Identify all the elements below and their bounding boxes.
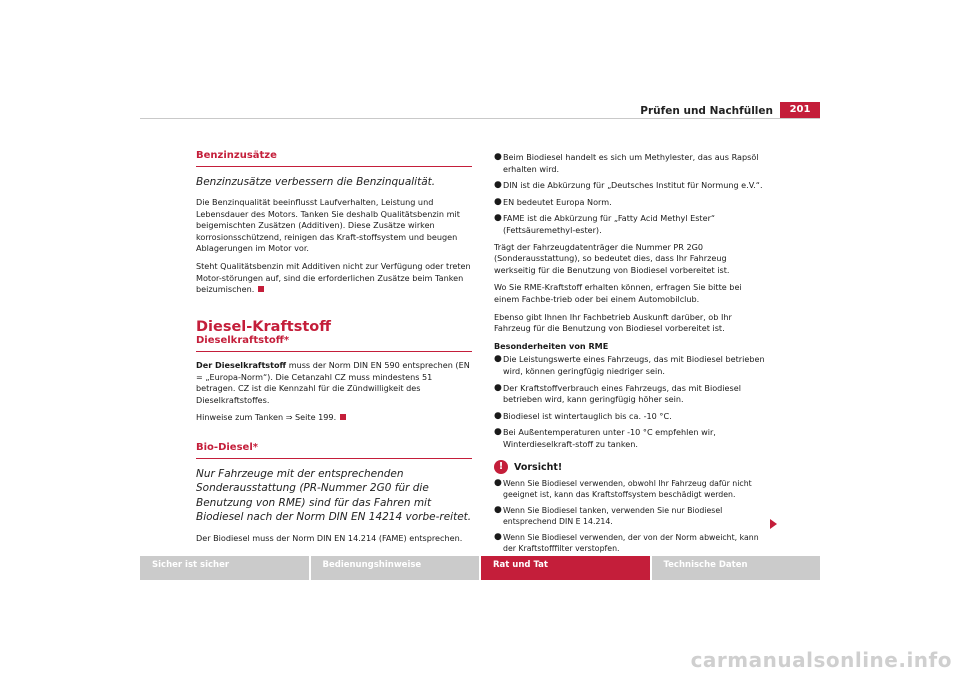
paragraph: Ebenso gibt Ihnen Ihr Fachbetrieb Auskunft darüber, ob Ihr Fahrzeug für die Benutzung von Biodiesel vorbereitet ist. (494, 311, 732, 334)
list-item-text: Beim Biodiesel handelt es sich um Methylester, das aus Rapsöl erhalten wird. (503, 152, 759, 174)
header-rule (140, 118, 820, 119)
bullet-icon: ● (494, 427, 502, 438)
tab-bedienungshinweise[interactable]: Bedienungshinweise (311, 556, 480, 580)
list-item (494, 354, 769, 377)
list-item (494, 152, 769, 175)
paragraph: Trägt der Fahrzeugdatenträger die Nummer PR 2G0 (Sonderausstattung), so bedeutet dies, dass Ihr Fahrzeug werkseitig für die Benutzung von Biodiesel vorbereitet ist. (494, 241, 730, 275)
list-item (494, 411, 769, 423)
paragraph-text: Steht Qualitätsbenzin mit Additiven nicht zur Verfügung oder treten Motor-störungen auf, sind die erforderlichen Zusätze beim Tanken beizumischen. (196, 261, 471, 295)
list-item (494, 505, 769, 527)
intro-bio-diesel: Nur Fahrzeuge mit der entsprechenden Sonderausstattung (PR-Nummer 2G0 für die Benutzung von RME) sind für das Fahren mit Biodiesel nach der Norm DIN EN 14214 vorbe-reitet. (196, 467, 472, 524)
list-item-text: Wenn Sie Biodiesel verwenden, der von der Norm abweicht, kann der Kraftstofffilter verstopfen. (503, 533, 759, 554)
list-item (494, 180, 769, 192)
list-item (494, 478, 769, 500)
bullet-icon: ● (494, 410, 502, 421)
heading-bio-diesel: Bio-Diesel* (196, 442, 472, 459)
end-marker-icon (340, 414, 346, 420)
bullet-icon: ● (494, 213, 502, 224)
bullet-icon: ● (494, 478, 502, 489)
next-page-arrow-icon[interactable] (770, 519, 777, 529)
paragraph: Die Benzinqualität beeinflusst Laufverhalten, Leistung und Lebensdauer des Motors. Tanken Sie deshalb Qualitätsbenzin mit beigemischten Zusätzen (Additiven). Diese Zusätze wirken korrosionsschützend, reinigen das Kraft-stoffsystem und beugen Ablagerungen im Motor vor. (196, 197, 460, 254)
list-item (494, 197, 769, 209)
page-reference-link[interactable]: Hinweise zum Tanken ⇒ Seite 199. (196, 412, 337, 423)
section-title: Prüfen und Nachfüllen (640, 105, 773, 117)
paragraph (196, 360, 472, 406)
watermark-text: carmanualsonline.info (690, 648, 952, 672)
paragraph-text: muss der Norm DIN EN 590 entsprechen (EN = „Europa-Norm“). Die Cetanzahl CZ muss mindestens 51 betragen. CZ ist die Kennzahl für die Zündwilligkeit des Dieselkraftstoffes. (196, 360, 470, 405)
caution-box (494, 460, 769, 554)
page-number: 201 (780, 102, 820, 118)
bullet-icon: ● (494, 382, 502, 393)
chapter-diesel-kraftstoff: Diesel-Kraftstoff (196, 318, 331, 335)
tab-rat-und-tat[interactable]: Rat und Tat (481, 556, 650, 580)
tab-sicher-ist-sicher[interactable]: Sicher ist sicher (140, 556, 309, 580)
list-item (494, 213, 769, 236)
bold-term: Der Dieselkraftstoff (196, 360, 287, 371)
list-item-text: DIN ist die Abkürzung für „Deutsches Institut für Normung e.V.“. (503, 180, 763, 191)
warning-icon: ! (494, 460, 508, 474)
list-item-text: EN bedeutet Europa Norm. (503, 196, 612, 207)
bullet-icon: ● (494, 180, 502, 191)
list-item-text: Bei Außentemperaturen unter -10 °C empfehlen wir, Winterdieselkraft-stoff zu tanken. (503, 427, 716, 449)
bullet-list-top (494, 152, 769, 237)
caution-label: Vorsicht! (514, 461, 563, 473)
list-item (494, 383, 769, 406)
heading-dieselkraftstoff: Dieselkraftstoff* (196, 335, 472, 352)
caution-header (494, 460, 769, 474)
list-item-text: Die Leistungswerte eines Fahrzeugs, das mit Biodiesel betrieben wird, können geringfügig niedriger sein. (503, 354, 765, 376)
bullet-icon: ● (494, 196, 502, 207)
list-item-text: Der Kraftstoffverbrauch eines Fahrzeugs, das mit Biodiesel betrieben wird, kann geringfügig höher sein. (503, 382, 741, 405)
list-item (494, 532, 769, 554)
bullet-icon: ● (494, 152, 502, 162)
right-column (494, 152, 769, 559)
list-item (494, 427, 769, 450)
list-item-text: Wenn Sie Biodiesel verwenden, obwohl Ihr Fahrzeug dafür nicht geeignet ist, kann das Kraftstoffsystem beschädigt werden. (503, 479, 752, 500)
paragraph (196, 412, 472, 424)
left-column (196, 150, 472, 550)
end-marker-icon (258, 286, 264, 292)
list-item-text: FAME ist die Abkürzung für „Fatty Acid Methyl Ester“ (Fettsäuremethyl-ester). (503, 213, 716, 235)
heading-benzinzusaetze: Benzinzusätze (196, 150, 472, 167)
bullet-icon: ● (494, 505, 502, 516)
subheading-rme: Besonderheiten von RME (494, 340, 609, 351)
list-item-text: Biodiesel ist wintertauglich bis ca. -10 °C. (503, 410, 672, 421)
bullet-icon: ● (494, 532, 502, 543)
tab-technische-daten[interactable]: Technische Daten (652, 556, 821, 580)
list-item-text: Wenn Sie Biodiesel tanken, verwenden Sie nur Biodiesel entsprechend DIN E 14.214. (503, 506, 723, 527)
paragraph (196, 261, 472, 296)
intro-benzinzusaetze: Benzinzusätze verbessern die Benzinqualität. (196, 175, 436, 188)
paragraph: Der Biodiesel muss der Norm DIN EN 14.214 (FAME) entsprechen. (196, 532, 463, 543)
bullet-list-rme (494, 354, 769, 450)
paragraph: Wo Sie RME-Kraftstoff erhalten können, erfragen Sie bitte bei einem Fachbe-trieb oder bei einem Automobilclub. (494, 282, 742, 304)
bullet-icon: ● (494, 354, 502, 365)
footer-tabs (140, 556, 820, 580)
